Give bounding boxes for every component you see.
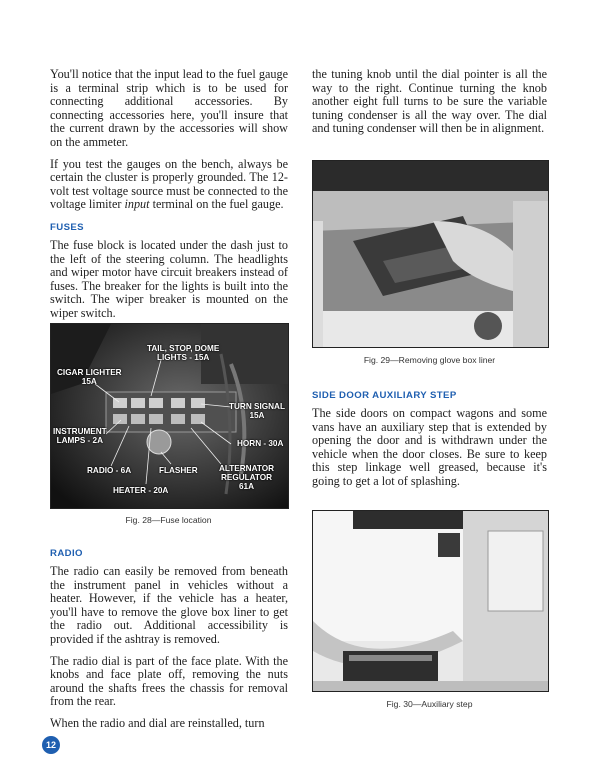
left-column-lower [50,548,288,739]
paragraph-tuning-knob: the tuning knob until the dial pointer is all the way to the right. Continue turning the knob another eight full turns to be sure the variable tuning condenser is all the way over. The dial and tuning condenser will then be in alignment. [312,67,547,136]
label-flasher-text: FLASHER [159,466,198,475]
label-cigar-lighter-text: CIGAR LIGHTER 15A [57,368,122,386]
auxiliary-step-image [313,511,548,691]
right-column [312,68,547,144]
right-column-middle [312,390,547,497]
label-turn-signal-text: TURN SIGNAL 15A [229,402,285,420]
label-radio-text: RADIO - 6A [87,466,132,475]
label-tail-stop-dome-text: TAIL, STOP, DOME LIGHTS - 15A [147,344,220,362]
heading-side-door-step: SIDE DOOR AUXILIARY STEP [312,390,457,401]
heading-fuses: FUSES [50,221,84,233]
paragraph-radio-reinstall: When the radio and dial are reinstalled, turn [50,715,265,730]
page-number-badge [42,736,60,754]
auxiliary-step-photo [312,510,549,692]
label-instrument-lamps [53,427,107,445]
fig28-caption: Fig. 28—Fuse location [125,515,212,525]
paragraph-fuses: The fuse block is located under the dash just to the left of the steering column. The headlights and wiper motor have circuit breakers instead of fuses. The breaker for the lights is built into the switch. The wiper breaker is mounted on the wiper switch. [50,237,288,320]
paragraph-fuel-gauge: You'll notice that the input lead to the fuel gauge is a terminal strip which is to be used for connecting additional accessories. By connecting accessories here, you'll insure that the current drawn by the accessories will show on the ammeter. [50,67,288,149]
italic-input: input [124,197,150,212]
fig29-caption: Fig. 29—Removing glove box liner [363,355,496,365]
paragraph-bench-test: If you test the gauges on the bench, always be certain the cluster is properly grounded. The 12-volt test voltage source must be connected to the voltage limiter input terminal on the fuel gauge. [50,156,288,212]
label-turn-signal [229,402,285,420]
label-tail-stop-dome [147,344,219,362]
label-horn-text: HORN - 30A [237,439,284,448]
label-cigar-lighter [57,368,122,386]
label-radio [87,466,131,475]
label-heater [113,486,168,495]
page-number: 12 [45,740,56,750]
glove-box-photo [312,160,549,348]
label-flasher [159,466,198,475]
label-horn [237,439,283,448]
label-heater-text: HEATER - 20A [113,486,169,495]
label-alternator-text: ALTERNATOR REGULATOR 61A [219,464,275,491]
glove-box-image [313,161,548,347]
paragraph-auxiliary-step: The side doors on compact wagons and some vans have an auxiliary step that is extended by opening the door and is withdrawn under the vehicle when the door closes. Be sure to keep this step linkage well greased, because it's going to get a lot of splashing. [312,406,547,488]
label-instrument-lamps-text: INSTRUMENT LAMPS - 2A [53,427,107,445]
heading-radio: RADIO [50,548,83,559]
paragraph-radio-removal: The radio can easily be removed from beneath the instrument panel in vehicles without a heater. However, if the vehicle has a heater, you'll have to remove the glove box liner to get the radio out. Additional accessibility is provided if the ashtray is removed. [50,564,288,646]
fuse-location-photo [50,323,289,509]
paragraph-radio-dial: The radio dial is part of the face plate. With the knobs and face plate off, removing the nuts around the shafts frees the chassis for removal from the rear. [50,653,288,709]
label-alternator [219,464,274,491]
left-column [50,68,288,329]
fig30-caption: Fig. 30—Auxiliary step [386,699,473,709]
